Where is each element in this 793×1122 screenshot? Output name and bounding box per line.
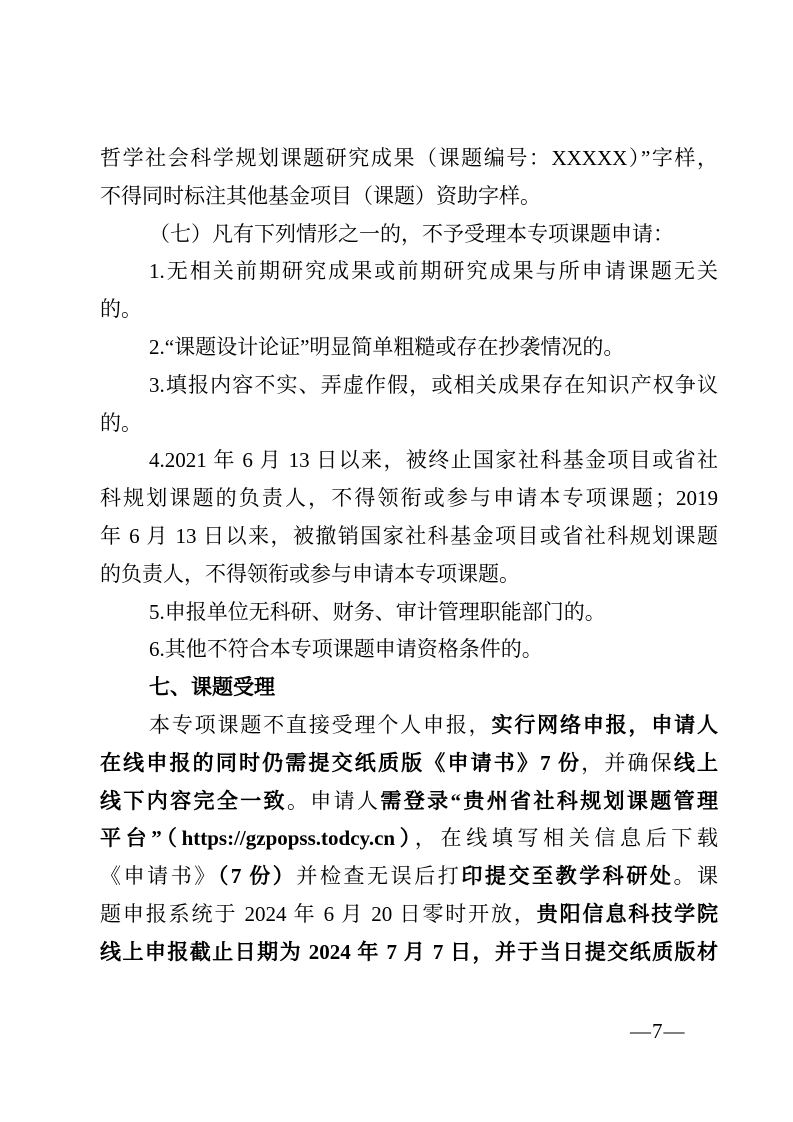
bold-text-segment: 线下内容完全一致	[100, 788, 287, 813]
document-body	[100, 140, 718, 972]
bold-text-segment: （7 份）	[217, 864, 297, 889]
bold-text-segment: 线上	[673, 750, 719, 775]
text-segment: 年 6 月 13 日以来，被撤销国家社科基金项目或省社科规划课题	[100, 523, 718, 548]
text-segment: 1.无相关前期研究成果或前期研究成果与所申请课题无关	[149, 259, 718, 284]
text-line-2	[100, 178, 718, 216]
text-segment: （七）凡有下列情形之一的，不予受理本专项课题申请：	[149, 221, 674, 246]
text-segment: 4.2021 年 6 月 13 日以来，被终止国家社科基金项目或省社	[149, 448, 718, 473]
bold-text-segment: 在线申报的同时仍需提交纸质版《申请书》7 份	[100, 750, 582, 775]
text-segment: ，在线填写相关信息后下载	[414, 826, 718, 851]
text-line-4	[100, 253, 718, 291]
bold-text-segment: 平台”（https://gzpopss.todcy.cn）	[100, 826, 415, 851]
text-segment: 哲学社会科学规划课题研究成果（课题编号：XXXXX）”字样，	[100, 146, 718, 170]
text-line-15	[100, 669, 718, 707]
bold-text-segment: 实行网络申报，申请人	[491, 712, 718, 737]
text-segment: 并检查无误后打	[296, 864, 462, 889]
text-segment: 3.填报内容不实、弄虚作假，或相关成果存在知识产权争议	[149, 372, 718, 397]
bold-text-segment: 七、课题受理	[149, 675, 275, 700]
text-line-5	[100, 291, 718, 329]
text-segment: 。申请人	[286, 788, 381, 813]
text-line-8	[100, 405, 718, 443]
text-segment: 科规划课题的负责人，不得领衔或参与申请本专项课题；2019	[100, 486, 718, 511]
text-line-11	[100, 518, 718, 556]
bold-text-segment: 印提交至教学科研处	[461, 864, 674, 889]
text-segment: 6.其他不符合本专项课题申请资格条件的。	[149, 637, 543, 662]
text-line-22	[100, 934, 718, 972]
text-segment: 《申请书》	[100, 864, 218, 889]
text-segment: ，并确保	[581, 750, 674, 775]
bold-text-segment: 贵阳信息科技学院	[536, 901, 719, 926]
text-line-10	[100, 480, 718, 518]
bold-text-segment: 线上申报截止日期为 2024 年 7 月 7 日，并于当日提交纸质版材	[100, 939, 718, 964]
text-line-18	[100, 783, 718, 821]
text-line-12	[100, 556, 718, 594]
text-line-19	[100, 820, 718, 858]
text-line-3	[100, 216, 718, 254]
text-line-20	[100, 858, 718, 896]
text-segment: 不得同时标注其他基金项目（课题）资助字样。	[100, 183, 541, 208]
text-segment: 5.申报单位无科研、财务、审计管理职能部门的。	[149, 599, 606, 624]
text-line-16	[100, 707, 718, 745]
text-line-17	[100, 745, 718, 783]
text-segment: 题申报系统于 2024 年 6 月 20 日零时开放，	[100, 901, 537, 926]
text-line-1	[100, 140, 718, 178]
text-segment: 的。	[100, 297, 142, 322]
text-segment: 2.“课题设计论证”明显简单粗糙或存在抄袭情况的。	[149, 334, 625, 359]
page-number: —7—	[630, 1019, 686, 1043]
text-line-7	[100, 367, 718, 405]
text-segment: 。课	[673, 864, 719, 889]
text-line-6	[100, 329, 718, 367]
text-segment: 的负责人，不得领衔或参与申请本专项课题。	[100, 561, 520, 586]
text-segment: 本专项课题不直接受理个人申报，	[149, 712, 492, 737]
text-line-13	[100, 594, 718, 632]
text-line-9	[100, 442, 718, 480]
bold-text-segment: 需登录“贵州省社科规划课题管理	[380, 788, 719, 813]
text-segment: 的。	[100, 410, 142, 435]
text-line-21	[100, 896, 718, 934]
text-line-14	[100, 631, 718, 669]
